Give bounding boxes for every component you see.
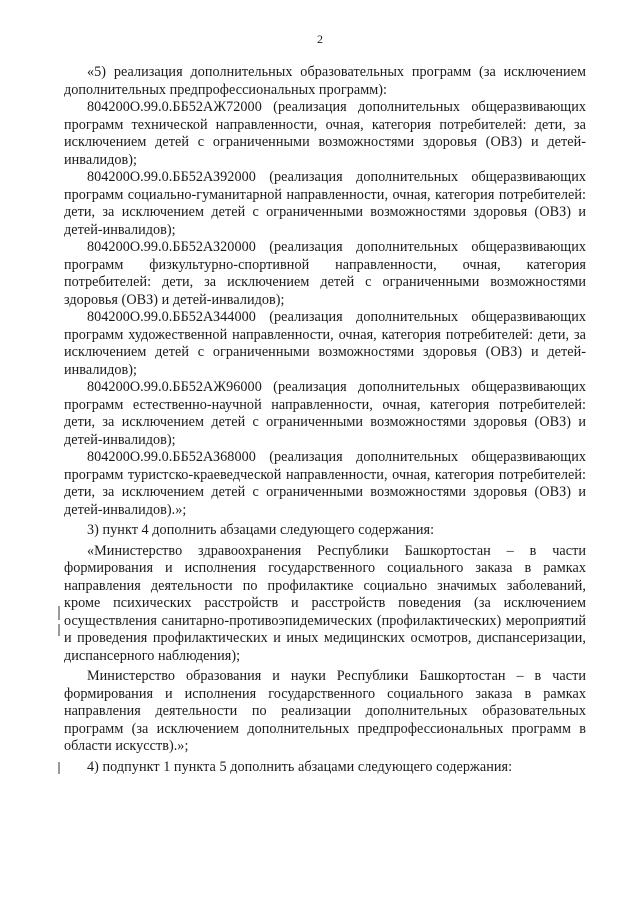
health-ministry-paragraph: «Министерство здравоохранения Республики Башкортостан – в части формирования и исполнения государственного социального заказа в рамках направления деятельности по профилактике социально значимых заболеваний, кроме психических расстройств и расстройств поведения (за исключением осуществления санитарно-противоэпидемических (профилактических) мероприятий и проведения профилактических и иных медицинских осмотров, диспансеризации, диспансерного наблюдения); — [64, 542, 586, 664]
amendment-point-3: 3) пункт 4 дополнить абзацами следующего содержания: — [87, 522, 435, 538]
scan-margin-mark — [58, 624, 60, 636]
service-code-paragraph: 804200О.99.0.ББ52АЗ20000 (реализация дополнительных общеразвивающих программ физкультурно-спортивной направленности, очная, категория потребителей: дети, за исключением детей с ограниченными возможностями здоровья (ОВЗ) и детей-инвалидов); — [64, 239, 586, 308]
page-number: 2 — [317, 32, 323, 46]
list-intro-paragraph: «5) реализация дополнительных образовательных программ (за исключением дополнительных предпрофессиональных программ): — [64, 64, 586, 98]
service-code-paragraph: 804200О.99.0.ББ52АЗ68000 (реализация дополнительных общеразвивающих программ туристско-краеведческой направленности, очная, категория потребителей: дети, за исключением детей с ограниченными возможностями здоровья (ОВЗ) и детей-инвалидов).»; — [64, 449, 586, 518]
scan-margin-mark — [58, 606, 60, 620]
scan-margin-mark — [58, 762, 60, 774]
document-body — [64, 64, 586, 776]
education-ministry-paragraph: Министерство образования и науки Республики Башкортостан – в части формирования и исполнения государственного социального заказа в рамках направления деятельности по реализации дополнительных образовательных программ (за исключением дополнительных предпрофессиональных программ в области искусств).»; — [64, 668, 586, 754]
service-code-paragraph: 804200О.99.0.ББ52АЗ92000 (реализация дополнительных общеразвивающих программ социально-гуманитарной направленности, очная, категория потребителей: дети, за исключением детей с ограниченными возможностями здоровья (ОВЗ) и детей-инвалидов); — [64, 169, 586, 238]
service-code-paragraph: 804200О.99.0.ББ52АЖ72000 (реализация дополнительных общеразвивающих программ технической направленности, очная, категория потребителей: дети, за исключением детей с ограниченными возможностями здоровья (ОВЗ) и детей-инвалидов); — [64, 99, 586, 168]
service-code-paragraph: 804200О.99.0.ББ52АЗ44000 (реализация дополнительных общеразвивающих программ художественной направленности, очная, категория потребителей: дети, за исключением детей с ограниченными возможностями здоровья (ОВЗ) и детей-инвалидов); — [64, 309, 586, 378]
service-code-paragraph: 804200О.99.0.ББ52АЖ96000 (реализация дополнительных общеразвивающих программ естественно-научной направленности, очная, категория потребителей: дети, за исключением детей с ограниченными возможностями здоровья (ОВЗ) и детей-инвалидов); — [64, 379, 586, 448]
amendment-point-4: 4) подпункт 1 пункта 5 дополнить абзацами следующего содержания: — [87, 758, 513, 775]
